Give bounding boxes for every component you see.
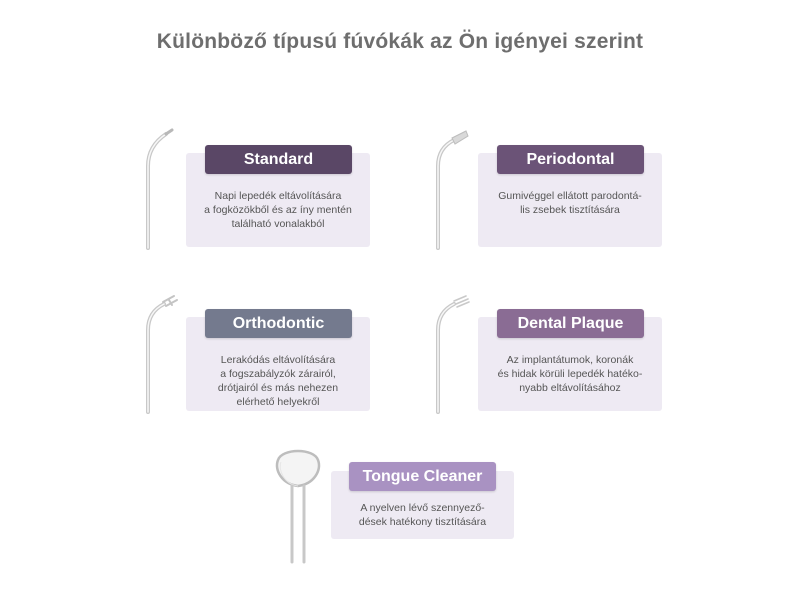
label-dental-plaque: Dental Plaque (497, 309, 644, 338)
card-description: A nyelven lévő szennyező- dések hatékony tisztítására (358, 502, 487, 528)
card-description: Lerakódás eltávolítására a fogszabályzók zárairól, drótjairól és más nehezen elérhető helyekről (217, 354, 339, 408)
orthodontic-nozzle-icon (136, 290, 184, 414)
card-description: Gumivéggel ellátott parodontá- lis zsebek tisztítására (498, 190, 642, 216)
plaque-nozzle-icon (426, 290, 474, 414)
label-orthodontic: Orthodontic (205, 309, 352, 338)
standard-nozzle-icon (136, 126, 184, 250)
tongue-cleaner-icon (268, 440, 328, 564)
label-tongue-cleaner: Tongue Cleaner (349, 462, 496, 491)
page-title: Különböző típusú fúvókák az Ön igényei szerint (156, 30, 644, 53)
label-standard: Standard (205, 145, 352, 174)
card-description: Napi lepedék eltávolítására a fogközökből és az íny mentén található vonalakból (204, 190, 352, 230)
card-description: Az implantátumok, koronák és hidak körüli lepedék hatéko- nyabb eltávolításához (497, 354, 643, 394)
label-periodontal: Periodontal (497, 145, 644, 174)
periodontal-nozzle-icon (426, 126, 474, 250)
